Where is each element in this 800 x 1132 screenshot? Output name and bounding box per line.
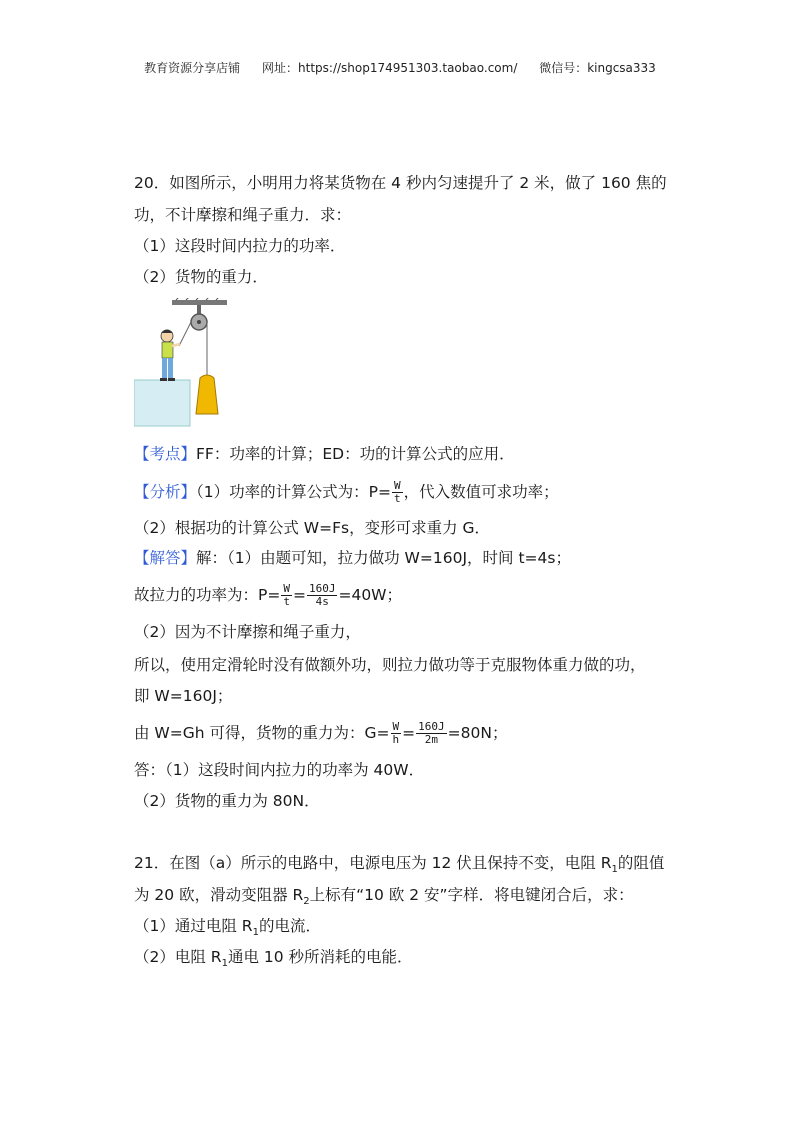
equals-sign: = <box>292 586 306 604</box>
step2a-line: （2）因为不计摩擦和绳子重力， <box>134 623 361 641</box>
q21-line1 <box>134 853 664 880</box>
fraction-denominator: h <box>392 733 400 746</box>
kaodian-text: FF：功率的计算；ED：功的计算公式的应用． <box>196 445 515 463</box>
shop-url: 网址：https://shop174951303.taobao.com/ <box>262 61 518 75</box>
q21-line2-text: 为 20 欧，滑动变阻器 R <box>134 886 304 904</box>
step2c-line: 即 W=160J； <box>134 687 233 705</box>
q21-item2-tail: 通电 10 秒所消耗的电能． <box>227 948 413 966</box>
kaodian-line <box>134 444 515 464</box>
q21-line2 <box>134 885 634 912</box>
subscript: 2 <box>303 896 310 908</box>
weight-calc-prefix: 由 W=Gh 可得，货物的重力为：G= <box>134 724 390 742</box>
subscript: 1 <box>252 927 259 939</box>
q21-line1-text: 21．在图（a）所示的电路中，电源电压为 12 伏且保持不变，电阻 R <box>134 854 612 872</box>
q21-item1-tail: 的电流． <box>258 917 321 935</box>
page-header <box>0 59 800 76</box>
bell-load <box>196 375 218 414</box>
power-fraction-symbolic <box>281 583 292 608</box>
pulley-illustration <box>134 298 234 428</box>
platform-block <box>134 380 190 426</box>
jieda-tag: 【解答】 <box>134 549 197 567</box>
equals-sign: = <box>402 724 416 742</box>
ceiling-bar <box>172 298 227 305</box>
q21-line1-tail: 的阻值 <box>617 854 665 872</box>
answer2-line: （2）货物的重力为 80N． <box>134 792 320 810</box>
power-calc-line <box>134 583 402 608</box>
fraction-numerator: W <box>393 479 401 492</box>
step2b-line: 所以，使用定滑轮时没有做额外功，则拉力做功等于克服物体重力做的功， <box>134 656 646 674</box>
fraction-denominator: 2m <box>424 733 439 746</box>
answer1-line: 答：（1）这段时间内拉力的功率为 40W． <box>134 761 425 779</box>
q20-item2: （2）货物的重力． <box>134 268 268 286</box>
subscript: 1 <box>221 958 228 970</box>
fraction-denominator: t <box>283 595 290 608</box>
q21-line2-tail: 上标有“10 欧 2 安”字样．将电键闭合后，求： <box>309 886 634 904</box>
weight-fraction-symbolic <box>391 721 402 746</box>
power-formula-fraction <box>392 480 403 505</box>
boy-figure <box>160 330 180 382</box>
rope-to-boy <box>179 322 191 346</box>
fraction-numerator: W <box>392 720 400 733</box>
fraction-denominator: t <box>393 492 401 505</box>
power-calc-prefix: 故拉力的功率为：P= <box>134 586 281 604</box>
fenxi-tag: 【分析】 <box>134 483 197 501</box>
power-result: =40W； <box>338 586 403 604</box>
fraction-numerator: W <box>283 582 290 595</box>
q20-line2: 功，不计摩擦和绳子重力．求： <box>134 206 352 224</box>
q20-item1: （1）这段时间内拉力的功率． <box>134 237 346 255</box>
kaodian-tag: 【考点】 <box>134 445 197 463</box>
subscript: 1 <box>611 864 618 876</box>
jieda-line <box>134 548 571 568</box>
weight-calc-line <box>134 721 507 746</box>
fenxi-line <box>134 480 559 505</box>
fenxi2-line: （2）根据功的计算公式 W=Fs，变形可求重力 G． <box>134 519 491 537</box>
q20-line1: 20．如图所示，小明用力将某货物在 4 秒内匀速提升了 2 米，做了 160 焦的 <box>134 174 667 192</box>
fenxi-formula-suffix: ，代入数值可求功率； <box>403 483 559 501</box>
jieda-text: 解：（1）由题可知，拉力做功 W=160J，时间 t=4s； <box>196 549 571 567</box>
fraction-numerator: 160J <box>308 582 336 595</box>
fraction-numerator: 160J <box>418 720 445 733</box>
wechat-id: 微信号：kingcsa333 <box>539 61 656 75</box>
weight-fraction-numeric <box>416 721 447 746</box>
q21-item1 <box>134 916 321 943</box>
q21-item2 <box>134 947 413 974</box>
q21-item2-text: （2）电阻 R <box>134 948 222 966</box>
fenxi-formula-prefix: （1）功率的计算公式为：P= <box>196 483 391 501</box>
shop-name: 教育资源分享店铺 <box>144 61 241 75</box>
fraction-denominator: 4s <box>315 595 329 608</box>
weight-result: =80N； <box>447 724 508 742</box>
power-fraction-numeric <box>307 583 338 608</box>
q21-item1-text: （1）通过电阻 R <box>134 917 253 935</box>
